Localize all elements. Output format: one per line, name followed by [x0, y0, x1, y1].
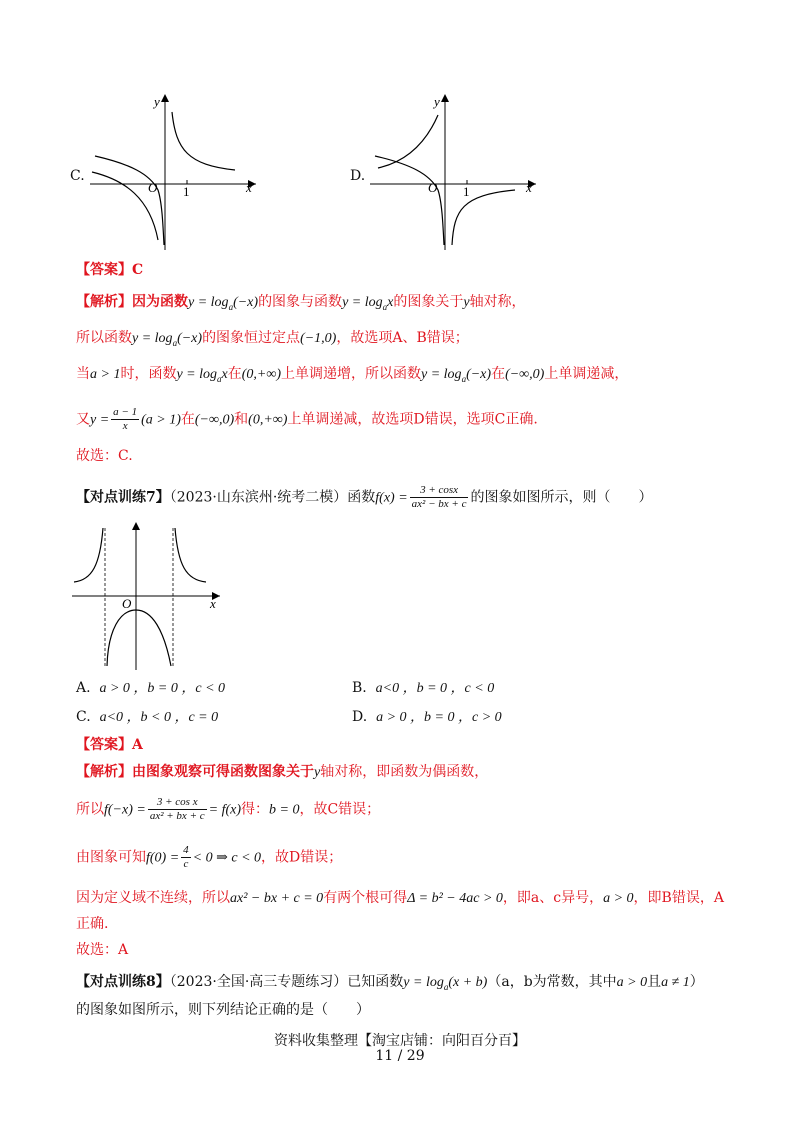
q7-conclusion: 故选：A: [76, 942, 129, 958]
d-axis-x: x: [526, 180, 532, 195]
q7-option-d[interactable]: D. a > 0 ，b = 0 ，c > 0: [352, 709, 502, 725]
d-tick-one: 1: [463, 184, 470, 199]
option-d-graph: [350, 90, 620, 250]
footer-source: 资料收集整理【淘宝店铺：向阳百分百】: [274, 1033, 526, 1049]
d-axis-y: y: [434, 94, 440, 109]
q7-origin: O: [122, 596, 132, 611]
c-axis-x: x: [246, 180, 252, 195]
q6-conclusion: 故选：C.: [76, 448, 133, 464]
d-origin: O: [428, 180, 438, 195]
q7-question: 【对点训练7】（2023·山东滨州·统考二模）函数f(x) = $\frac{3 + \cos x}{\text{ax² − bx + c}}$ 的图象如图所示，则（ ）: [76, 484, 653, 510]
q7-analysis-line5: 正确.: [76, 916, 109, 932]
page-number: 11 / 29: [375, 1048, 425, 1064]
q7-analysis-line4: 因为定义域不连续，所以ax² − bx + c = 0有两个根可得Δ = b² − 4ac > 0，即a、c异号，a > 0，即B错误，A: [76, 890, 724, 906]
q7-analysis-line1: 【解析】由图象观察可得函数图象关于y轴对称，即函数为偶函数，: [76, 764, 489, 780]
c-axis-y: y: [154, 94, 160, 109]
q6-analysis-line3: 当a > 1时，函数$y = \log_ax$在(0,+∞)上单调递增，所以函数$y = \log_a(-x)$在(−∞,0)上单调递减，: [76, 366, 629, 384]
q6-answer: 【答案】C: [76, 262, 144, 278]
q7-axis-x: x: [210, 596, 216, 611]
q7-answer: 【答案】A: [76, 737, 143, 753]
q6-analysis-line4: 又y = $\frac{a - 1}{x}$ (a > 1)在(−∞,0)和(0,+∞)上单调递减，故选项D错误，选项C正确.: [76, 406, 538, 432]
q6-analysis-line1: 【解析】因为函数$y = \log_a(-x)$的图象与函数$y = \log_ax$的图象关于y轴对称，: [76, 294, 526, 312]
c-origin: O: [148, 180, 158, 195]
q6-analysis-line2: 所以函数$y = \log_a(-x)$的图象恒过定点(−1,0)，故选项A、B错误；: [76, 330, 469, 348]
c-tick-one: 1: [183, 184, 190, 199]
option-c-label: C.: [70, 168, 85, 184]
q7-option-a[interactable]: A. a > 0 ，b = 0 ，c < 0: [76, 680, 226, 696]
q8-question-line1: 【对点训练8】（2023·全国·高三专题练习）已知函数$y = \log_a(x + b)(a$，b为常数，其中a > 0且a ≠ 1）: [76, 974, 704, 992]
q7-option-b[interactable]: B. a<0 ，b = 0 ，c < 0: [352, 680, 495, 696]
q7-graph: [70, 520, 230, 670]
q8-question-line2: 的图象如图所示，则下列结论正确的是（ ）: [76, 1002, 370, 1018]
q7-analysis-line3: 由图象可知f(0) = $\frac{4}{c}$ < 0 ⇒ c < 0，故D错误；: [76, 844, 343, 870]
q7-analysis-line2: 所以f(−x) = $\frac{\text{3 + cos x}}{\text{ax² + bx + c}}$ = f(x)得：b = 0，故C错误；: [76, 796, 381, 822]
option-d-plot: [350, 90, 620, 250]
q7-option-c[interactable]: C. a<0 ，b < 0 ，c = 0: [76, 709, 219, 725]
option-c-graph: [70, 90, 340, 250]
q7-plot: [70, 520, 230, 670]
option-d-label: D.: [350, 168, 366, 184]
option-c-plot: [70, 90, 340, 250]
